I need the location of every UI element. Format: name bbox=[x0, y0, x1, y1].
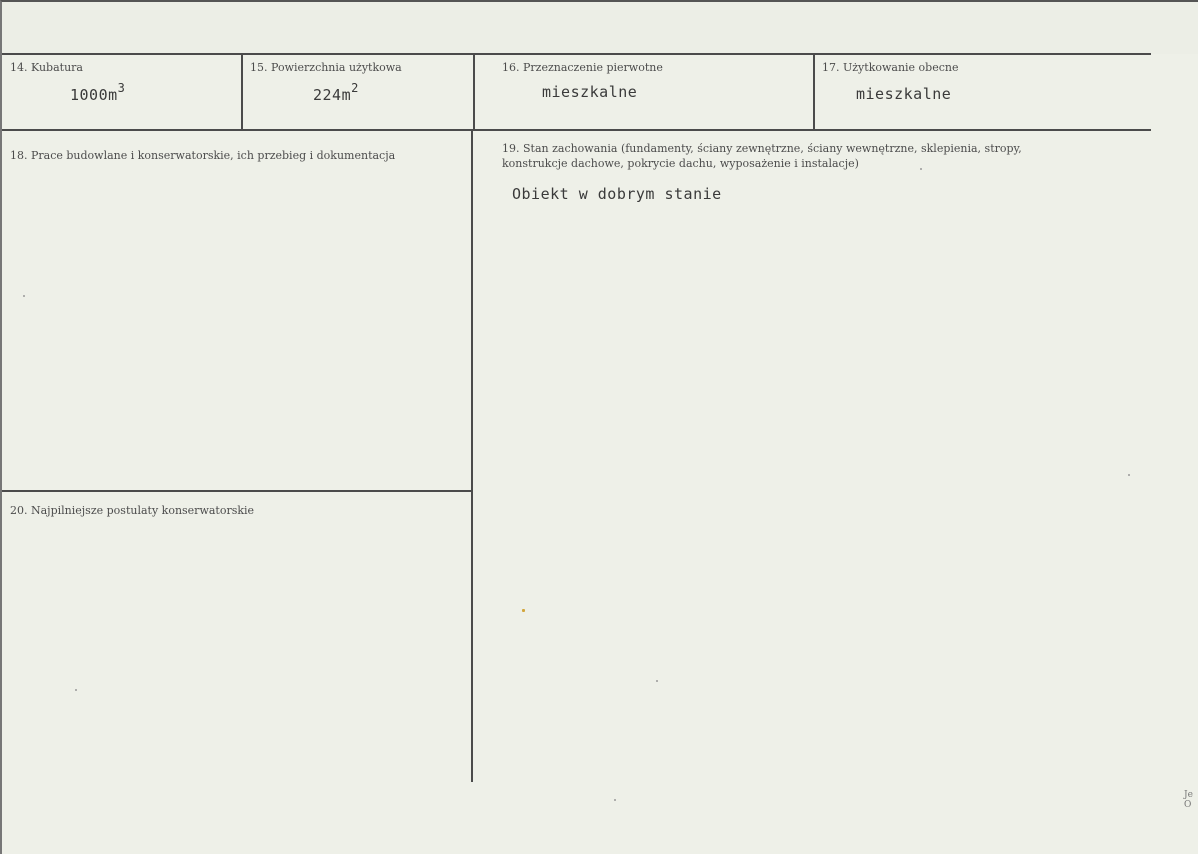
col-divider-16-17 bbox=[813, 54, 815, 129]
row-second-divider bbox=[2, 129, 1151, 131]
margin-mark-1: Je bbox=[1184, 790, 1193, 800]
field-20-label: 20. Najpilniejsze postulaty konserwatorskie bbox=[10, 504, 255, 517]
paper-speck bbox=[614, 799, 616, 801]
col-divider-14-15 bbox=[241, 54, 243, 129]
paper-speck bbox=[1128, 474, 1130, 476]
field-19-label: 19. Stan zachowania (fundamenty, ściany zewnętrzne, ściany wewnętrzne, sklepienia, stropy, konstrukcje dachowe, pokrycie dachu, wyposażenie i instalacje) bbox=[502, 142, 1022, 170]
col-divider-main bbox=[471, 130, 473, 782]
field-15-label: 15. Powierzchnia użytkowa bbox=[250, 61, 402, 74]
field-19-value: Obiekt w dobrym stanie bbox=[512, 185, 722, 203]
paper-speck bbox=[920, 168, 922, 170]
field-18-label: 18. Prace budowlane i konserwatorskie, ich przebieg i dokumentacja bbox=[10, 149, 396, 162]
field-14-label: 14. Kubatura bbox=[10, 61, 83, 74]
field-16-value: mieszkalne bbox=[542, 83, 638, 101]
margin-mark-2: O bbox=[1184, 800, 1192, 810]
field-15-value-text: 224m bbox=[313, 86, 352, 104]
field-15-unit-sup: 2 bbox=[351, 81, 359, 95]
field-14-value-text: 1000m bbox=[70, 86, 118, 104]
field-16-label: 16. Przeznaczenie pierwotne bbox=[502, 61, 663, 74]
paper-speck bbox=[522, 609, 525, 612]
paper-speck bbox=[75, 689, 77, 691]
row-top-divider bbox=[2, 53, 1151, 55]
top-band bbox=[2, 2, 1198, 54]
field-14-value bbox=[70, 83, 125, 104]
field-17-value: mieszkalne bbox=[856, 85, 952, 103]
field-14-unit-sup: 3 bbox=[117, 81, 126, 95]
paper-speck bbox=[656, 680, 658, 682]
field-15-value bbox=[313, 83, 359, 104]
paper-speck bbox=[23, 295, 25, 297]
row-divider-18-20 bbox=[2, 490, 471, 492]
col-divider-15-16 bbox=[473, 54, 475, 129]
field-17-label: 17. Użytkowanie obecne bbox=[822, 61, 959, 74]
